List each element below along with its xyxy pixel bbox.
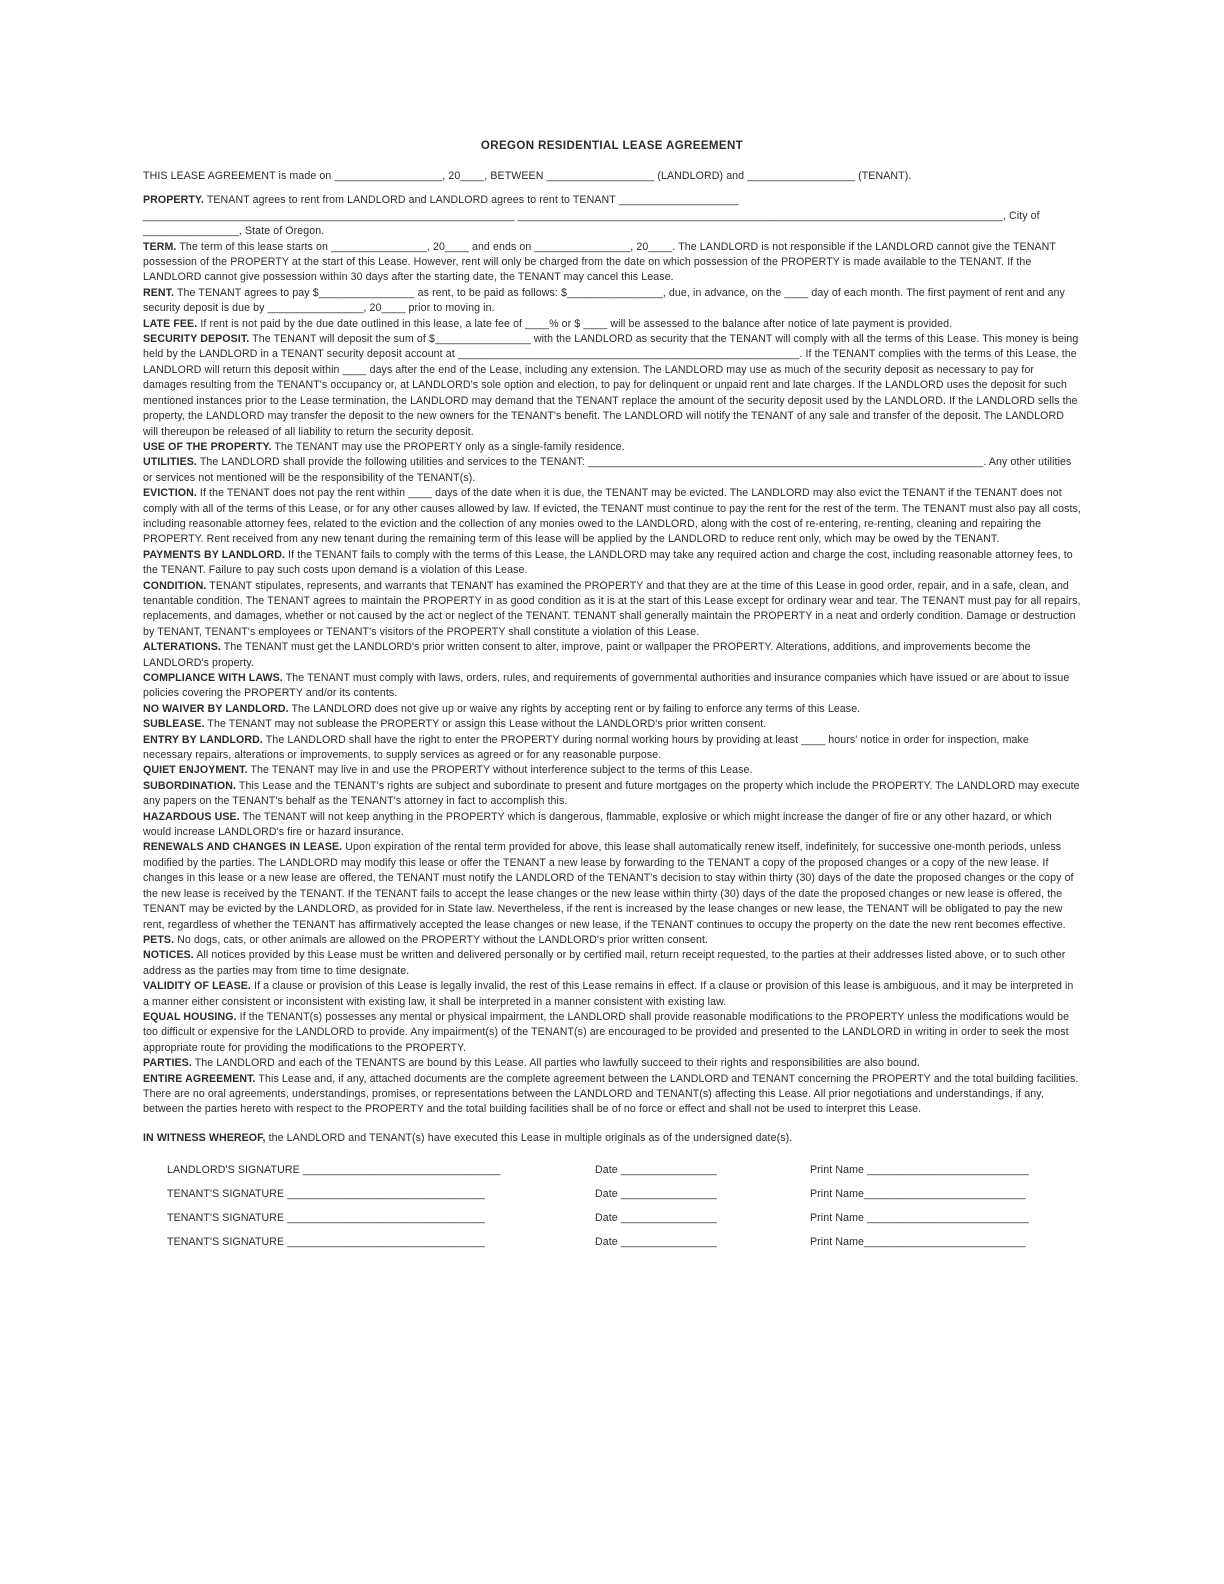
section-paragraph: [143, 579, 1081, 641]
signature-line: LANDLORD'S SIGNATURE _________________________________: [167, 1164, 501, 1177]
section-heading: PARTIES.: [143, 1057, 192, 1070]
section-paragraph: [143, 1072, 1081, 1118]
date-line: Date ________________: [595, 1164, 717, 1177]
print-name-line: Print Name ___________________________: [810, 1212, 1029, 1225]
section-heading: TERM.: [143, 240, 177, 253]
section-text: The TENANT agrees to pay $________________ as rent, to be paid as follows: $________________, due, in advance, on the ____ day of each month. The first payment of rent and any security deposit is due by ________________, 20____ prior to moving in.: [143, 286, 1065, 315]
section-heading: USE OF THE PROPERTY.: [143, 440, 272, 453]
section-text: If the TENANT does not pay the rent within ____ days of the date when it is due, the TENANT may be evicted. The LANDLORD may also evict the TENANT if the TENANT does not comply with all of the terms of this Lease, or for any other causes allowed by law. If evicted, the TENANT must continue to pay the rent for the rest of the term. The TENANT must also pay all costs, including reasonable attorney fees, related to the eviction and the collection of any monies owed to the LANDLORD, along with the cost of re-entering, re-renting, cleaning and repairing the PROPERTY. Rent received from any new tenant during the remaining term of this lease will be applied by the LANDLORD to reduce rent only, which may be owed by the TENANT.: [143, 487, 1081, 546]
section-paragraph: [143, 440, 1081, 455]
section-paragraph: [143, 486, 1081, 548]
section-text: This Lease and the TENANT's rights are subject and subordinate to present and future mortgages on the property which include the PROPERTY. The LANDLORD may execute any papers on the TENANT's behalf as the TENANT's attorney in fact to accomplish this.: [143, 779, 1080, 808]
section-paragraph: [143, 979, 1081, 1010]
section-heading: HAZARDOUS USE.: [143, 810, 240, 823]
section-text: The TENANT may not sublease the PROPERTY or assign this Lease without the LANDLORD's prior written consent.: [207, 718, 767, 731]
section-text: The LANDLORD does not give up or waive any rights by accepting rent or by failing to enforce any terms of this Lease.: [291, 702, 861, 715]
section-paragraph: [143, 640, 1081, 671]
section-paragraph: [143, 702, 1081, 717]
sections-container: [143, 193, 1081, 1117]
print-name-line: Print Name___________________________: [810, 1236, 1026, 1249]
print-name-line: Print Name___________________________: [810, 1188, 1026, 1201]
signature-row: [167, 1235, 1081, 1250]
section-paragraph: [143, 810, 1081, 841]
section-heading: EQUAL HOUSING.: [143, 1010, 237, 1023]
section-paragraph: [143, 840, 1081, 932]
section-heading: PAYMENTS BY LANDLORD.: [143, 548, 285, 561]
section-heading: NOTICES.: [143, 949, 194, 962]
section-paragraph: [143, 332, 1081, 440]
witness-heading: IN WITNESS WHEREOF,: [143, 1131, 266, 1144]
section-text: The TENANT may live in and use the PROPERTY without interference subject to the terms of this Lease.: [250, 764, 753, 777]
section-paragraph: [143, 933, 1081, 948]
section-heading: EVICTION.: [143, 487, 197, 500]
section-text: If rent is not paid by the due date outlined in this lease, a late fee of ____% or $ ____ will be assessed to the balance after notice of late payment is provided.: [200, 317, 953, 330]
section-text: TENANT stipulates, represents, and warrants that TENANT has examined the PROPERTY and that they are at the time of this Lease in good order, repair, and in a safe, clean, and tenantable condition. The TENANT agrees to maintain the PROPERTY in as good condition as it is at the start of this Lease except for ordinary wear and tear. The TENANT must pay for all repairs, replacements, and damages, whether or not caused by the act or neglect of the TENANT. TENANT shall generally maintain the PROPERTY in a neat and orderly condition. Damage or destruction by TENANT, TENANT's employees or TENANT's visitors of the PROPERTY shall constitute a violation of this Lease.: [143, 579, 1081, 638]
section-paragraph: [143, 671, 1081, 702]
section-paragraph: [143, 717, 1081, 732]
section-heading: LATE FEE.: [143, 317, 198, 330]
section-heading: SECURITY DEPOSIT.: [143, 333, 250, 346]
section-heading: COMPLIANCE WITH LAWS.: [143, 672, 283, 684]
section-heading: NO WAIVER BY LANDLORD.: [143, 702, 289, 715]
date-line: Date ________________: [595, 1188, 717, 1201]
signature-row: [167, 1187, 1081, 1202]
section-text: If the TENANT fails to comply with the terms of this Lease, the LANDLORD may take any required action and charge the cost, including reasonable attorney fees, to the TENANT. Failure to pay such costs upon demand is a violation of this Lease.: [143, 548, 1073, 577]
section-paragraph: [143, 286, 1081, 317]
section-paragraph: [143, 1056, 1081, 1071]
section-text: The LANDLORD shall provide the following utilities and services to the TENANT: __________________________________________________________________. Any other utilities or services not mentioned will be the responsibility of the TENANT(s).: [143, 456, 1072, 484]
signature-row: [167, 1211, 1081, 1226]
section-heading: ENTRY BY LANDLORD.: [143, 733, 263, 746]
witness-paragraph: [143, 1131, 1081, 1146]
section-heading: RENEWALS AND CHANGES IN LEASE.: [143, 841, 343, 854]
section-text: The TENANT must comply with laws, orders, rules, and requirements of governmental authorities and insurance companies which have issued or are about to issue policies covering the PROPERTY and/or its contents.: [143, 672, 1070, 700]
section-paragraph: [143, 779, 1081, 810]
signature-line: TENANT'S SIGNATURE _________________________________: [167, 1212, 485, 1225]
section-heading: SUBORDINATION.: [143, 779, 237, 792]
section-paragraph: [143, 1010, 1081, 1056]
section-heading: QUIET ENJOYMENT.: [143, 764, 248, 777]
section-heading: SUBLEASE.: [143, 718, 205, 731]
section-heading: PROPERTY.: [143, 194, 204, 207]
section-paragraph: [143, 193, 1081, 239]
section-heading: CONDITION.: [143, 579, 207, 592]
section-paragraph: [143, 548, 1081, 579]
section-text: Upon expiration of the rental term provided for above, this lease shall automatically renew itself, indefinitely, for successive one-month periods, unless modified by the parties. The LANDLORD may modify this lease or offer the TENANT a new lease by forwarding to the TENANT a copy of the proposed changes or a copy of the new lease. If changes in this lease or a new lease are offered, the TENANT must notify the LANDLORD of the TENANT's decision to stay within thirty (30) days of the date the proposed changes or the copy of the new lease is received by the TENANT. If the TENANT fails to accept the lease changes or the new lease within thirty (30) days of the date the proposed changes or new lease is offered, the TENANT may be evicted by the LANDLORD, as provided for in State law. Nevertheless, if the rent is increased by the lease changes or new lease, the TENANT will be obligated to pay the new rent, regardless of whether the TENANT has affirmatively accepted the lease changes or new lease, if the TENANT continues to occupy the property on the date the new rent becomes effective.: [143, 841, 1074, 931]
date-line: Date ________________: [595, 1236, 717, 1249]
section-heading: ALTERATIONS.: [143, 641, 221, 654]
signature-line: TENANT'S SIGNATURE _________________________________: [167, 1236, 485, 1249]
section-paragraph: [143, 317, 1081, 332]
section-text: If a clause or provision of this Lease is legally invalid, the rest of this Lease remains in effect. If a clause or provision of this lease is ambiguous, and it may be interpreted in a manner either consistent or inconsistent with existing law, it shall be interpreted in a manner consistent with existing law.: [143, 980, 1074, 1008]
section-paragraph: [143, 455, 1081, 486]
section-text: The LANDLORD shall have the right to enter the PROPERTY during normal working hours by providing at least ____ hours' notice in order for inspection, make necessary repairs, alterations or improvements, to supply services as agreed or for any reasonable purpose.: [143, 733, 1029, 762]
section-paragraph: [143, 948, 1081, 979]
section-heading: RENT.: [143, 286, 175, 299]
section-text: This Lease and, if any, attached documents are the complete agreement between the LANDLORD and TENANT concerning the PROPERTY and the total building facilities. There are no oral agreements, understandings, promises, or representations between the LANDLORD and TENANT(s) affecting this Lease. All prior negotiations and understandings, if any, between the parties hereto with respect to the PROPERTY and the total building facilities shall be of no force or effect and shall not be used to interpret this Lease.: [143, 1072, 1079, 1116]
section-paragraph: [143, 733, 1081, 764]
section-text: TENANT agrees to rent from LANDLORD and LANDLORD agrees to rent to TENANT ____________________ ______________________________________________________________ _________________________________________________________________________________, City of ________________, State of Oregon.: [143, 194, 1040, 238]
signature-block: [143, 1163, 1081, 1250]
section-text: The TENANT will not keep anything in the PROPERTY which is dangerous, flammable, explosive or which might increase the danger of fire or any other hazard, or which would increase LANDLORD's fire or hazard insurance.: [143, 810, 1052, 839]
section-text: No dogs, cats, or other animals are allowed on the PROPERTY without the LANDLORD's prior written consent.: [177, 933, 709, 946]
section-text: The LANDLORD and each of the TENANTS are bound by this Lease. All parties who lawfully succeed to their rights and responsibilities are also bound.: [194, 1057, 920, 1070]
section-text: The TENANT will deposit the sum of $________________ with the LANDLORD as security that the TENANT will comply with all the terms of this Lease. This money is being held by the LANDLORD in a TENANT security deposit account at _________________________________________________________. If the TENANT complies with the terms of this Lease, the LANDLORD will return this deposit within ____ days after the end of the Lease, including any extension. The LANDLORD may use as much of the security deposit as necessary to pay for damages resulting from the TENANT's occupancy or, at LANDLORD's sole option and election, to pay for delinquent or unpaid rent and late charges. If the LANDLORD uses the deposit for such mentioned instances prior to the Lease termination, the LANDLORD may demand that the TENANT replace the amount of the security deposit used by the LANDLORD. If the LANDLORD sells the property, the LANDLORD may transfer the deposit to the new owners for the TENANT's benefit. The LANDLORD will notify the TENANT of any sale and transfer of the deposit. The LANDLORD will thereupon be released of all liability to return the security deposit.: [143, 333, 1079, 438]
section-heading: ENTIRE AGREEMENT.: [143, 1072, 256, 1085]
section-paragraph: [143, 240, 1081, 286]
section-heading: VALIDITY OF LEASE.: [143, 980, 251, 993]
print-name-line: Print Name ___________________________: [810, 1164, 1029, 1177]
date-line: Date ________________: [595, 1212, 717, 1225]
section-paragraph: [143, 763, 1081, 778]
section-text: The TENANT may use the PROPERTY only as a single-family residence.: [274, 440, 625, 453]
signature-line: TENANT'S SIGNATURE _________________________________: [167, 1188, 485, 1201]
section-text: If the TENANT(s) possesses any mental or physical impairment, the LANDLORD shall provide reasonable modifications to the PROPERTY unless the modifications would be too difficult or expensive for the LANDLORD to provide. Any impairment(s) of the TENANT(s) are encouraged to be provided and presented to the LANDLORD in writing in order to seek the most appropriate route for providing the modifications to the PROPERTY.: [143, 1010, 1070, 1054]
intro-paragraph: THIS LEASE AGREEMENT is made on __________________, 20____, BETWEEN __________________ (LANDLORD) and __________________ (TENANT).: [143, 170, 912, 182]
section-heading: UTILITIES.: [143, 456, 197, 469]
signature-row: [167, 1163, 1081, 1178]
section-text: The term of this lease starts on ________________, 20____ and ends on ________________, 20____. The LANDLORD is not responsible if the LANDLORD cannot give the TENANT possession of the PROPERTY at the start of this Lease. However, rent will only be charged from the date on which possession of the PROPERTY is made available to the TENANT. If the LANDLORD cannot give possession within 30 days after the starting date, the TENANT may cancel this Lease.: [143, 240, 1056, 284]
section-heading: PETS.: [143, 933, 175, 946]
document-title: OREGON RESIDENTIAL LEASE AGREEMENT: [480, 140, 744, 152]
section-text: The TENANT must get the LANDLORD's prior written consent to alter, improve, paint or wallpaper the PROPERTY. Alterations, additions, and improvements become the LANDLORD's property.: [143, 641, 1031, 669]
section-text: All notices provided by this Lease must be written and delivered personally or by certified mail, return receipt requested, to the parties at their addresses listed above, or to such other address as the parties may from time to time designate.: [143, 949, 1066, 977]
witness-text: the LANDLORD and TENANT(s) have executed this Lease in multiple originals as of the undersigned date(s).: [268, 1131, 793, 1144]
